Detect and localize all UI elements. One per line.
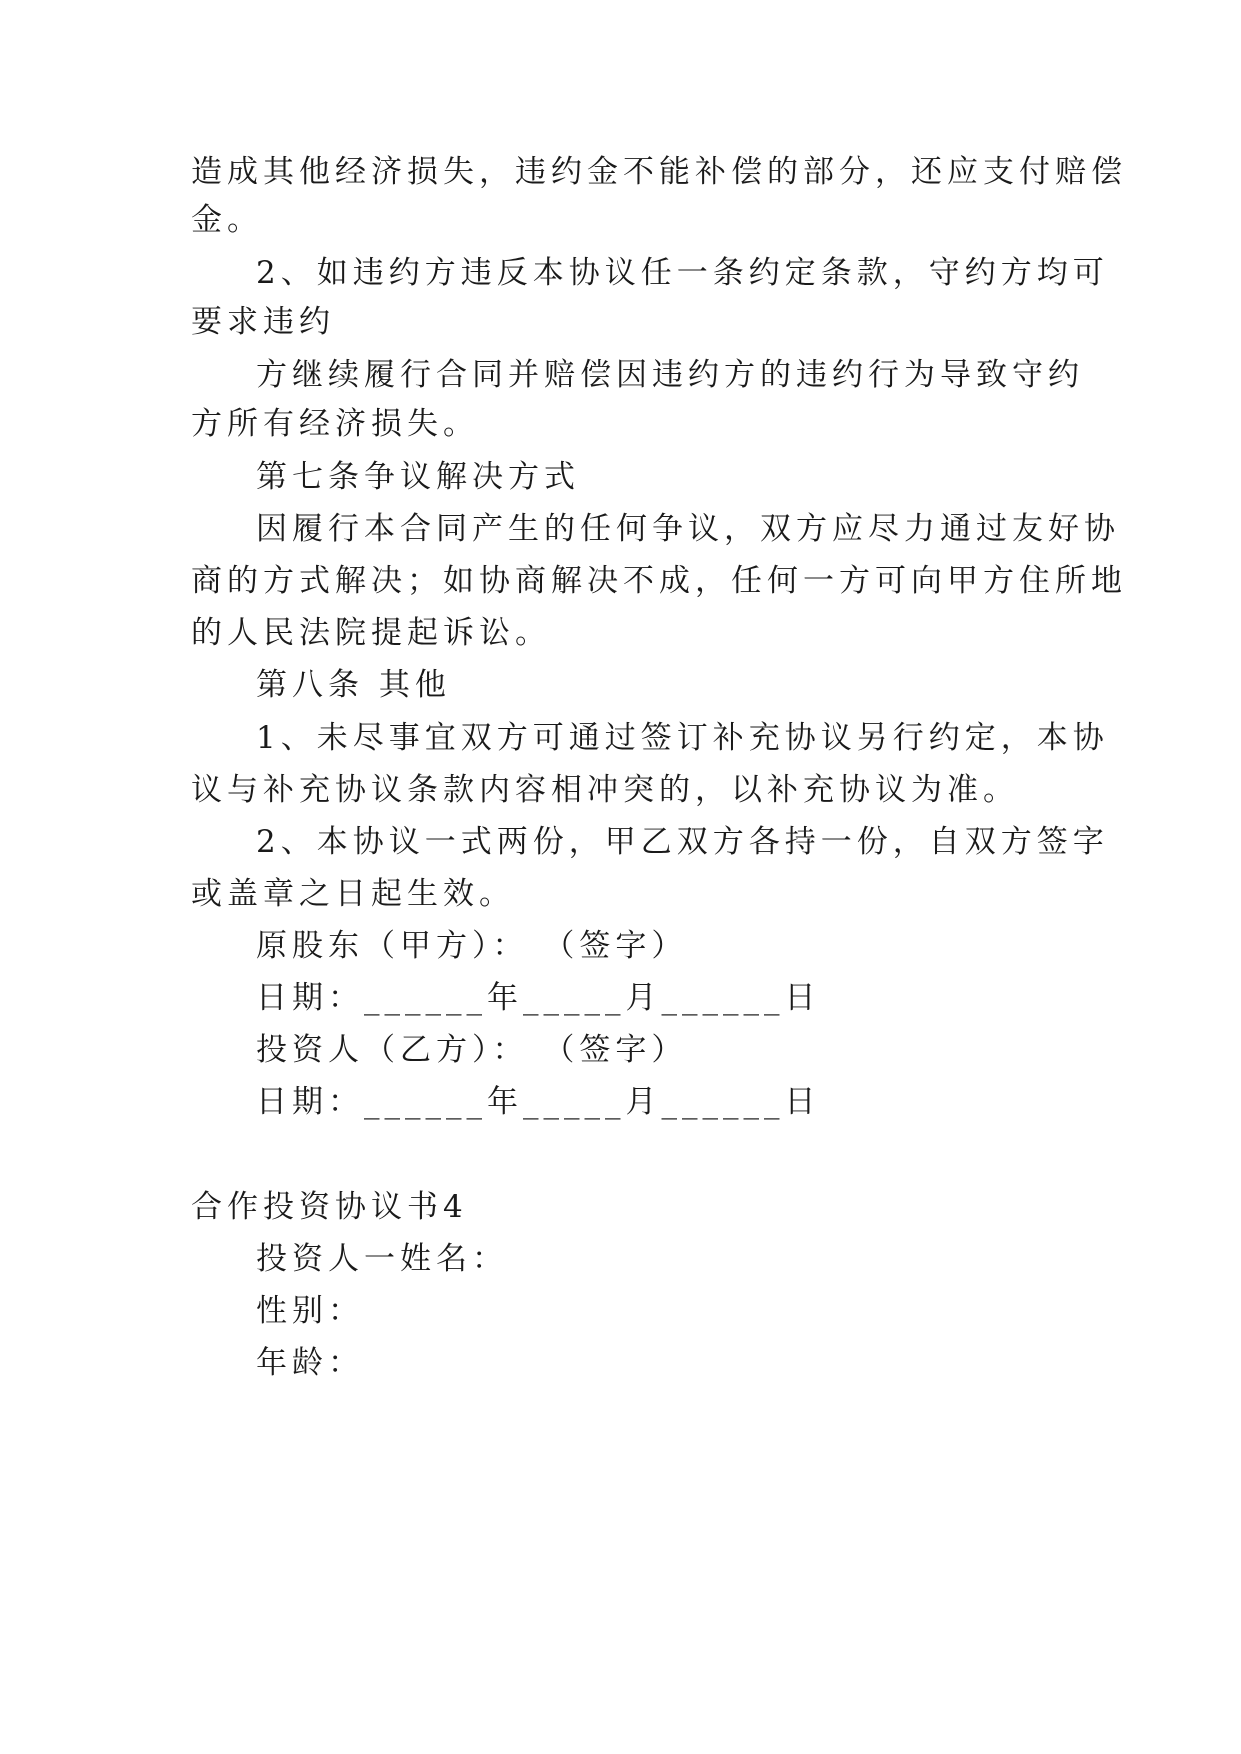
date-line-party-b: 日期：______年_____月______日 [256, 1084, 821, 1120]
document-title: 合作投资协议书4 [191, 1189, 468, 1225]
paragraph-line: 或盖章之日起生效。 [191, 876, 515, 912]
field-investor-name: 投资人一姓名： [256, 1241, 508, 1277]
paragraph-line: 方所有经济损失。 [191, 406, 479, 442]
section-heading: 第八条 其他 [256, 667, 451, 703]
paragraph-line: 造成其他经济损失，违约金不能补偿的部分，还应支付赔偿 [191, 154, 1127, 190]
field-age: 年龄： [256, 1345, 364, 1381]
signature-line-party-b: 投资人（乙方）： （签字） [256, 1032, 688, 1068]
paragraph-line: 方继续履行合同并赔偿因违约方的违约行为导致守约 [256, 357, 1084, 393]
paragraph-line: 金。 [191, 202, 263, 238]
field-gender: 性别： [256, 1293, 364, 1329]
paragraph-line: 议与补充协议条款内容相冲突的，以补充协议为准。 [191, 772, 1019, 808]
paragraph-line: 商的方式解决；如协商解决不成，任何一方可向甲方住所地 [191, 563, 1127, 599]
paragraph-line: 因履行本合同产生的任何争议，双方应尽力通过友好协 [256, 511, 1120, 547]
signature-line-party-a: 原股东（甲方）： （签字） [256, 928, 688, 964]
paragraph-line: 2、本协议一式两份，甲乙双方各持一份，自双方签字 [256, 824, 1109, 860]
paragraph-line: 的人民法院提起诉讼。 [191, 615, 551, 651]
date-line-party-a: 日期：______年_____月______日 [256, 980, 821, 1016]
paragraph-line: 要求违约 [191, 304, 335, 340]
paragraph-line: 2、如违约方违反本协议任一条约定条款，守约方均可 [256, 255, 1109, 291]
paragraph-line: 1、未尽事宜双方可通过签订补充协议另行约定，本协 [256, 720, 1109, 756]
section-heading: 第七条争议解决方式 [256, 459, 580, 495]
